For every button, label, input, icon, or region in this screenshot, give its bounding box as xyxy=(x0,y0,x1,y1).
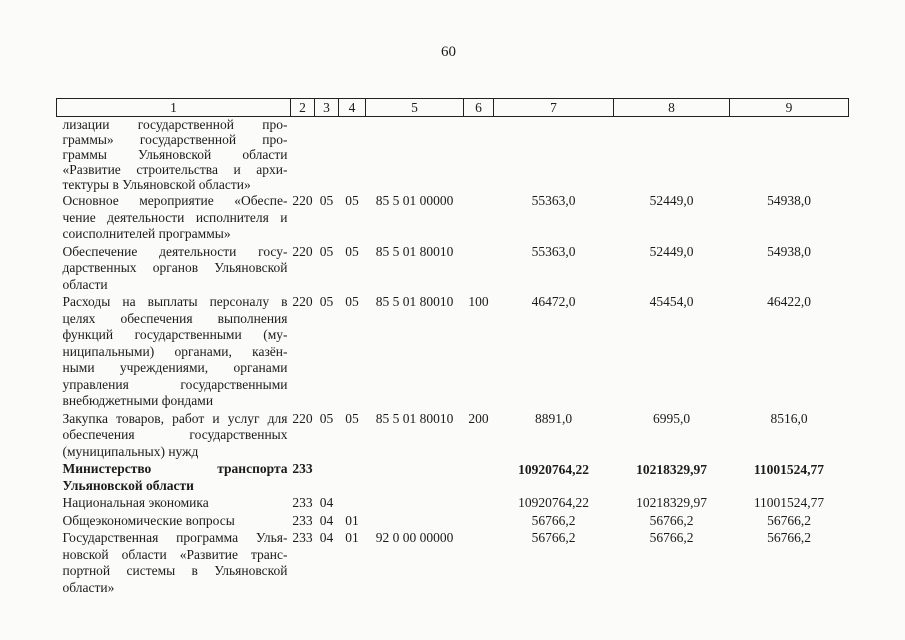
column-header-8: 8 xyxy=(614,99,730,117)
cell-col-2: 233 xyxy=(292,495,313,510)
cell-col-4 xyxy=(339,460,366,494)
row-name-cell xyxy=(57,117,291,193)
cell-col-2: 220 xyxy=(292,410,313,426)
header-row xyxy=(57,99,849,117)
cell-col-9 xyxy=(730,117,849,193)
cell-col-9: 54938,0 xyxy=(767,243,811,259)
row-name-line: области xyxy=(62,276,108,292)
row-name-line: Ульяновской области xyxy=(62,477,194,493)
cell-col-4 xyxy=(339,494,366,512)
cell-col-4: 01 xyxy=(345,530,359,545)
cell-col-8: 52449,0 xyxy=(649,193,694,208)
cell-col-7: 56766,2 xyxy=(531,512,576,528)
cell-col-6: 100 xyxy=(468,294,489,309)
column-header-6: 6 xyxy=(464,99,494,117)
cell-col-4: 05 xyxy=(345,243,359,259)
column-header-1: 1 xyxy=(57,99,291,117)
cell-col-3: 05 xyxy=(319,243,334,259)
cell-col-5: 92 0 00 00000 xyxy=(375,530,454,545)
cell-col-8 xyxy=(614,117,730,193)
row-name-cell xyxy=(57,494,291,512)
cell-col-7: 10920764,22 xyxy=(518,462,589,477)
cell-col-8: 6995,0 xyxy=(652,410,691,426)
row-name-cell xyxy=(57,192,291,243)
table-row xyxy=(57,117,849,193)
cell-col-4: 05 xyxy=(345,294,359,309)
row-name-line: дарственных органов Ульяновской xyxy=(62,260,288,275)
cell-col-9: 8516,0 xyxy=(770,410,808,426)
cell-col-6: 200 xyxy=(468,410,489,426)
table-row xyxy=(57,243,849,294)
row-name-line: Национальная экономика xyxy=(62,495,209,510)
cell-col-7: 8891,0 xyxy=(534,410,573,426)
cell-col-3: 04 xyxy=(319,530,334,545)
cell-col-4: 01 xyxy=(345,512,359,528)
cell-col-2: 233 xyxy=(292,512,313,528)
row-name-line: Государственная программа Улья- xyxy=(62,530,288,545)
row-name-line: граммы Ульяновской области xyxy=(62,147,288,162)
row-name-cell xyxy=(57,243,291,294)
cell-col-8: 45454,0 xyxy=(649,294,694,309)
row-name-line: управления государственными xyxy=(62,376,288,392)
row-name-line: области» xyxy=(62,579,115,595)
table-row xyxy=(57,512,849,530)
cell-col-3: 04 xyxy=(319,495,334,510)
cell-col-5: 85 5 01 80010 xyxy=(375,243,454,259)
cell-col-6 xyxy=(464,243,494,294)
row-name-line: (муниципальных) нужд xyxy=(62,443,199,459)
row-name-line: Министерство транспорта xyxy=(62,461,288,476)
table-row xyxy=(57,494,849,512)
cell-col-7: 55363,0 xyxy=(531,243,576,259)
cell-col-7: 56766,2 xyxy=(531,530,576,545)
cell-col-4: 05 xyxy=(345,410,359,426)
row-name-cell xyxy=(57,512,291,530)
table-row xyxy=(57,410,849,461)
column-header-9: 9 xyxy=(730,99,849,117)
cell-col-9: 46422,0 xyxy=(767,294,811,309)
row-name-line: лизации государственной про- xyxy=(62,117,288,132)
row-name-line: функций государственными (му- xyxy=(62,327,288,342)
cell-col-8: 10218329,97 xyxy=(636,495,707,510)
budget-table xyxy=(56,98,849,596)
row-name-cell xyxy=(57,293,291,410)
cell-col-5 xyxy=(366,460,464,494)
cell-col-6 xyxy=(464,529,494,596)
row-name-cell xyxy=(57,460,291,494)
row-name-line: обеспечения государственных xyxy=(62,427,288,442)
row-name-line: целях обеспечения выполнения xyxy=(62,310,288,326)
row-name-line: Обеспечение деятельности госу- xyxy=(62,243,288,259)
cell-col-3: 05 xyxy=(319,294,334,309)
cell-col-5 xyxy=(366,117,464,193)
row-name-line: новской области «Развитие транс- xyxy=(62,546,288,562)
cell-col-9: 11001524,77 xyxy=(753,462,825,477)
cell-col-7: 55363,0 xyxy=(531,193,576,208)
row-name-line: портной системы в Ульяновской xyxy=(62,563,288,578)
row-name-line: Общеэкономические вопросы xyxy=(62,512,235,528)
cell-col-9: 11001524,77 xyxy=(753,495,825,510)
row-name-line: соисполнителей программы» xyxy=(62,226,231,241)
cell-col-6 xyxy=(464,192,494,243)
cell-col-3: 05 xyxy=(319,410,334,426)
column-header-5: 5 xyxy=(366,99,464,117)
table-row xyxy=(57,293,849,410)
cell-col-3 xyxy=(315,117,339,193)
cell-col-6 xyxy=(464,494,494,512)
cell-col-7: 10920764,22 xyxy=(518,495,589,510)
cell-col-5 xyxy=(366,512,464,530)
cell-col-3 xyxy=(315,460,339,494)
row-name-cell xyxy=(57,529,291,596)
row-name-line: граммы» государственной про- xyxy=(62,132,288,147)
cell-col-2 xyxy=(291,117,315,193)
page-number: 60 xyxy=(441,44,456,60)
row-name-line: Расходы на выплаты персоналу в xyxy=(62,294,288,309)
cell-col-8: 56766,2 xyxy=(649,530,694,545)
row-name-cell xyxy=(57,410,291,461)
row-name-line: ными учреждениями, органами xyxy=(62,360,288,375)
table-row xyxy=(57,192,849,243)
cell-col-6 xyxy=(464,460,494,494)
column-header-3: 3 xyxy=(315,99,339,117)
cell-col-4 xyxy=(339,117,366,193)
row-name-line: «Развитие строительства и архи- xyxy=(62,162,288,177)
column-header-4: 4 xyxy=(339,99,366,117)
row-name-line: внебюджетными фондами xyxy=(62,393,214,408)
cell-col-9: 56766,2 xyxy=(767,512,811,528)
table-row xyxy=(57,529,849,596)
cell-col-2: 233 xyxy=(292,461,313,476)
table-row xyxy=(57,460,849,494)
cell-col-5: 85 5 01 80010 xyxy=(375,294,454,309)
cell-col-2: 233 xyxy=(292,530,313,545)
cell-col-7 xyxy=(494,117,614,193)
cell-col-9: 56766,2 xyxy=(767,530,811,545)
cell-col-6 xyxy=(464,117,494,193)
cell-col-3: 04 xyxy=(319,512,334,528)
cell-col-8: 56766,2 xyxy=(649,512,694,528)
cell-col-2: 220 xyxy=(292,193,313,208)
cell-col-8: 10218329,97 xyxy=(636,462,707,477)
cell-col-2: 220 xyxy=(292,243,313,259)
cell-col-9: 54938,0 xyxy=(767,193,811,208)
column-header-2: 2 xyxy=(291,99,315,117)
cell-col-2: 220 xyxy=(292,294,313,309)
row-name-line: Основное мероприятие «Обеспе- xyxy=(62,193,288,208)
row-name-line: чение деятельности исполнителя и xyxy=(62,209,288,225)
table-body xyxy=(57,117,849,597)
cell-col-4: 05 xyxy=(345,193,359,208)
column-header-7: 7 xyxy=(494,99,614,117)
row-name-line: тектуры в Ульяновской области» xyxy=(62,177,251,192)
cell-col-5: 85 5 01 00000 xyxy=(375,193,454,208)
cell-col-6 xyxy=(464,512,494,530)
row-name-line: Закупка товаров, работ и услуг для xyxy=(62,410,288,426)
cell-col-5 xyxy=(366,494,464,512)
cell-col-5: 85 5 01 80010 xyxy=(375,410,454,426)
cell-col-3: 05 xyxy=(319,193,334,208)
cell-col-8: 52449,0 xyxy=(649,243,694,259)
cell-col-7: 46472,0 xyxy=(531,294,576,309)
row-name-line: ниципальными) органами, казён- xyxy=(62,343,288,359)
